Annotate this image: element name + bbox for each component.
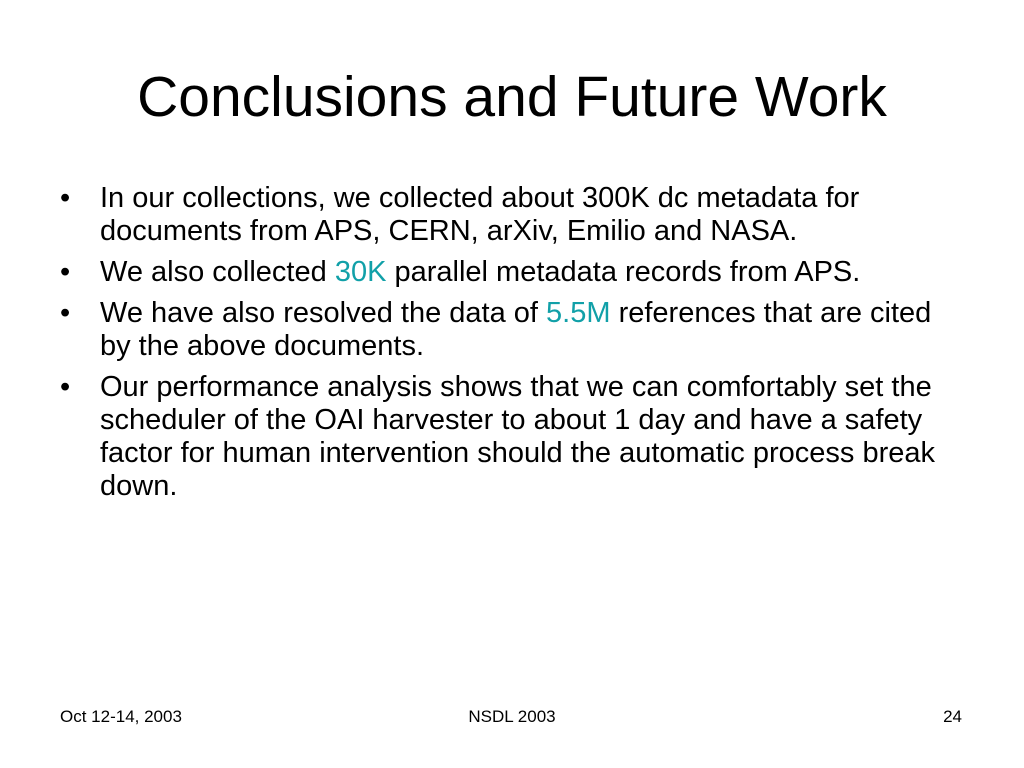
- bullet-text: Our performance analysis shows that we can comfortably set the scheduler of the OAI harvester to about 1 day and have a safety factor for human intervention should the automatic process break down.: [100, 371, 936, 502]
- bullet-icon: •: [60, 182, 71, 214]
- bullet-item: [60, 256, 965, 289]
- bullet-text-before: We have also resolved the data of: [100, 297, 547, 329]
- bullet-list: [60, 182, 965, 511]
- bullet-item: [60, 182, 965, 248]
- bullet-icon: •: [60, 256, 71, 288]
- footer-page-number: 24: [943, 707, 962, 726]
- bullet-icon: •: [60, 297, 71, 329]
- bullet-text-before: We also collected: [100, 256, 335, 288]
- bullet-highlight: 5.5M: [546, 297, 611, 329]
- footer-date: Oct 12-14, 2003: [60, 707, 182, 726]
- bullet-item: [60, 371, 965, 503]
- bullet-text: In our collections, we collected about 300K dc metadata for documents from APS, CERN, arXiv, Emilio and NASA.: [100, 182, 860, 247]
- bullet-text-after: parallel metadata records from APS.: [386, 256, 861, 288]
- bullet-item: [60, 297, 965, 363]
- footer-event: NSDL 2003: [468, 707, 556, 726]
- bullet-icon: •: [60, 371, 71, 403]
- bullet-text-after: references that are cited by the above documents.: [100, 297, 932, 362]
- slide-title: Conclusions and Future Work: [137, 65, 887, 129]
- bullet-highlight: 30K: [334, 256, 387, 288]
